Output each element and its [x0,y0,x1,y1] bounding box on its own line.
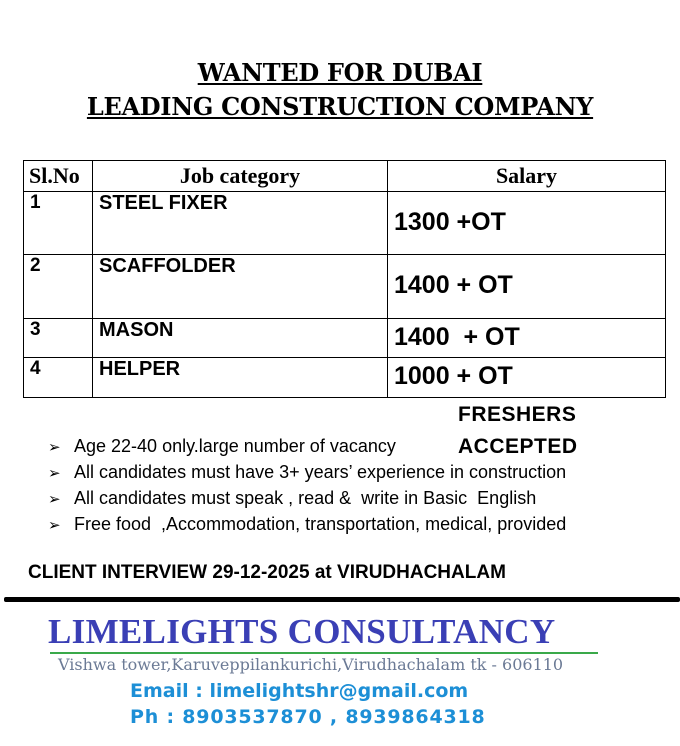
cell-job: MASON [93,319,388,358]
list-item-text: All candidates must have 3+ years’ experience in construction [74,462,567,482]
requirements-list [48,433,566,537]
contact-phone[interactable]: Ph : 8903537870 , 8939864318 [130,706,486,728]
headline-company: LEADING CONSTRUCTION COMPANY [86,92,594,121]
list-item [48,459,566,485]
cell-job: SCAFFOLDER [93,255,388,319]
column-header-job-category: Job category [93,161,388,192]
company-underline [50,652,598,654]
job-table [23,160,666,398]
cell-salary: 1300 +OT [388,192,666,255]
table-row [24,255,666,319]
list-item [48,485,566,511]
cell-job: HELPER [93,358,388,398]
contact-email[interactable]: Email : limelightshr@gmail.com [130,680,469,702]
cell-job: STEEL FIXER [93,192,388,255]
table-row [24,358,666,398]
freshers-label: FRESHERS [458,403,577,426]
list-item [48,433,566,459]
column-header-slno: Sl.No [24,161,93,192]
cell-salary: 1400 + OT [388,319,666,358]
interview-notice: CLIENT INTERVIEW 29-12-2025 at VIRUDHACHALAM [28,562,506,583]
cell-salary: 1000 + OT [388,358,666,398]
list-item-text: All candidates must speak , read & write in Basic English [74,488,537,508]
cell-salary: 1400 + OT [388,255,666,319]
company-name: LIMELIGHTS CONSULTANCY [48,612,556,651]
list-item-text: Free food ,Accommodation, transportation, medical, provided [74,514,567,534]
divider [4,597,680,602]
cell-slno: 3 [24,319,93,358]
headline-wanted: WANTED FOR DUBAI [197,58,483,87]
table-row [24,192,666,255]
cell-slno: 1 [24,192,93,255]
arrow-bullet-icon: ➢ [48,465,61,482]
arrow-bullet-icon: ➢ [48,491,61,508]
cell-slno: 2 [24,255,93,319]
table-header-row [24,161,666,192]
column-header-salary: Salary [388,161,666,192]
company-address: Vishwa tower,Karuveppilankurichi,Virudhachalam tk - 606110 [58,655,564,674]
arrow-bullet-icon: ➢ [48,439,61,456]
list-item-text: Age 22-40 only.large number of vacancy [74,436,396,456]
arrow-bullet-icon: ➢ [48,517,61,534]
cell-slno: 4 [24,358,93,398]
table-row [24,319,666,358]
accepted-label: ACCEPTED [458,435,578,458]
list-item [48,511,566,537]
